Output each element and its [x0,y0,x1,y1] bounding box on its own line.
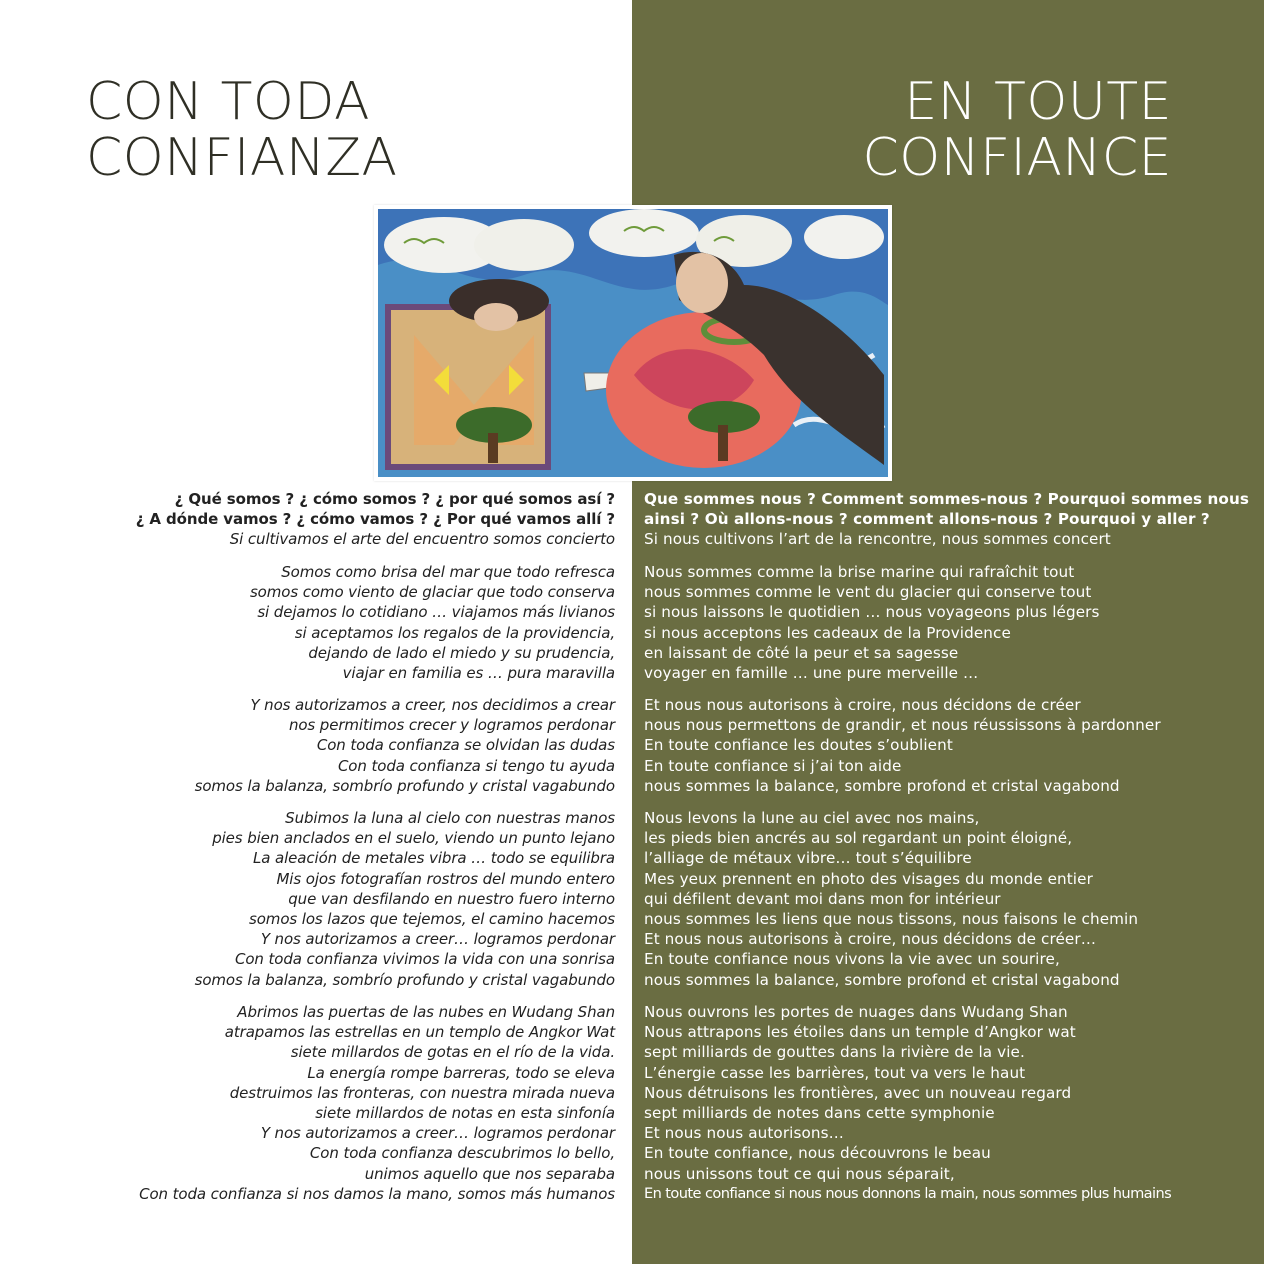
verse-line: nous sommes la balance, sombre profond et cristal vagabond [644,970,1120,989]
intro-spanish-line: Si cultivamos el arte del encuentro somos concierto [229,530,615,549]
verse-line: pies bien anclados en el suelo, viendo un punto lejano [212,829,615,848]
verse-line: Somos como brisa del mar que todo refresca [281,563,615,581]
verse-line: les pieds bien ancrés au sol regardant un point éloigné, [644,829,1073,848]
title-french-line-2: CONFIANCE [862,128,1172,188]
verse-line: L’énergie casse les barrières, tout va vers le haut [644,1063,1026,1082]
intro-spanish-question-1: ¿ Qué somos ? ¿ cómo somos ? ¿ por qué somos así ? [174,490,615,508]
verse-line: si dejamos lo cotidiano … viajamos más livianos [257,603,615,622]
verse-line: voyager en famille … une pure merveille … [644,664,979,683]
verse-line: dejando de lado el miedo y su prudencia, [308,643,615,662]
verse-line: atrapamos las estrellas en un templo de Angkor Wat [224,1023,615,1042]
verse-line: somos como viento de glaciar que todo conserva [249,583,615,602]
verse-line: somos la balanza, sombrío profundo y cristal vagabundo [194,776,615,795]
verse-line: nous sommes comme le vent du glacier qui conserve tout [644,583,1092,602]
verse-line: Con toda confianza se olvidan las dudas [316,736,615,755]
verse-line: Mes yeux prennent en photo des visages du monde entier [644,869,1093,888]
verse-line: Nous ouvrons les portes de nuages dans Wudang Shan [644,1003,1068,1021]
verse-line: siete millardos de gotas en el río de la vida. [290,1043,615,1062]
verse-line: nous sommes les liens que nous tissons, nous faisons le chemin [644,910,1139,929]
verse-line: Con toda confianza descubrimos lo bello, [309,1144,615,1163]
verse-line: destruimos las fronteras, con nuestra mirada nueva [229,1083,615,1102]
verse-line: nos permitimos crecer y logramos perdonar [288,716,615,735]
verse-line: l’alliage de métaux vibre… tout s’équilibre [644,849,972,868]
verse-line: Abrimos las puertas de las nubes en Wudang Shan [237,1003,615,1021]
verse-line: qui défilent devant moi dans mon for intérieur [644,889,1001,908]
verse-line: sept milliards de notes dans cette symphonie [644,1104,995,1123]
verse-line: si nous laissons le quotidien … nous voyageons plus légers [644,603,1100,622]
verse-line: Nous sommes comme la brise marine qui rafraîchit tout [644,563,1075,581]
verse-line: unimos aquello que nos separaba [364,1164,615,1183]
verse-line: viajar en familia es … pura maravilla [342,664,615,683]
verse-line: Con toda confianza si nos damos la mano, somos más humanos [139,1184,615,1203]
stanza-french-2 [644,695,1161,796]
verse-line: si nous acceptons les cadeaux de la Providence [644,623,1011,642]
stanza-spanish-4 [139,1002,615,1204]
verse-line: si aceptamos los regalos de la providencia, [294,623,615,642]
verse-line: Con toda confianza vivimos la vida con una sonrisa [234,950,615,969]
verse-line: Nous attrapons les étoiles dans un temple d’Angkor wat [644,1023,1076,1042]
verse-line: somos la balanza, sombrío profundo y cristal vagabundo [194,970,615,989]
title-french-line-1: EN TOUTE [904,72,1172,132]
title-french [862,74,1172,186]
intro-spanish [136,489,615,550]
verse-line: La energía rompe barreras, todo se eleva [307,1063,615,1082]
stanza-spanish-3 [195,808,615,990]
stanza-spanish-2 [195,695,615,796]
intro-french-line: Si nous cultivons l’art de la rencontre, nous sommes concert [644,530,1111,549]
verse-line: somos los lazos que tejemos, el camino hacemos [249,910,615,929]
verse-line: sept milliards de gouttes dans la rivière de la vie. [644,1043,1025,1062]
painting-illustration [374,205,892,481]
verse-line: En toute confiance nous vivons la vie avec un sourire, [644,950,1060,969]
title-spanish-line-1: CON TODA [86,72,371,132]
verse-line: Y nos autorizamos a creer… logramos perdonar [260,930,615,949]
verse-line: que van desfilando en nuestro fuero interno [288,889,615,908]
intro-french [644,489,1249,550]
intro-spanish-question-2: ¿ A dónde vamos ? ¿ cómo vamos ? ¿ Por qué vamos allí ? [135,510,615,529]
intro-french-question-2: ainsi ? Où allons-nous ? comment allons-nous ? Pourquoi y aller ? [644,510,1210,529]
stanza-french-1 [644,562,1100,683]
intro-french-question-1: Que sommes nous ? Comment sommes-nous ? Pourquoi sommes nous [644,490,1250,508]
painting-icon [374,205,892,481]
verse-line: siete millardos de notas en esta sinfonía [315,1104,615,1123]
verse-line: En toute confiance si j’ai ton aide [644,756,902,775]
verse-line: Mis ojos fotografían rostros del mundo entero [276,869,615,888]
verse-line: Et nous nous autorisons à croire, nous décidons de créer… [644,930,1097,949]
verse-line: Con toda confianza si tengo tu ayuda [337,756,615,775]
verse-line: en laissant de côté la peur et sa sagesse [644,643,959,662]
title-spanish [86,74,398,186]
verse-line: nous sommes la balance, sombre profond et cristal vagabond [644,776,1120,795]
verse-line: Nous détruisons les frontières, avec un nouveau regard [644,1083,1072,1102]
verse-line: nous unissons tout ce qui nous séparait, [644,1164,955,1183]
title-spanish-line-2: CONFIANZA [86,128,398,188]
verse-line: En toute confiance les doutes s’oublient [644,736,953,755]
verse-line: Et nous nous autorisons à croire, nous décidons de créer [644,696,1081,714]
verse-line: Y nos autorizamos a creer, nos decidimos a crear [250,696,615,714]
stanza-french-4 [644,1002,1171,1204]
stanza-spanish-1 [250,562,615,683]
verse-line: nous nous permettons de grandir, et nous réussissons à pardonner [644,716,1161,735]
verse-line: En toute confiance, nous découvrons le beau [644,1144,991,1163]
verse-line: Et nous nous autorisons… [644,1124,844,1143]
verse-line: La aleación de metales vibra … todo se equilibra [252,849,615,868]
verse-line: En toute confiance si nous nous donnons la main, nous sommes plus humains [644,1184,1172,1202]
verse-line: Nous levons la lune au ciel avec nos mains, [644,809,980,827]
verse-line: Y nos autorizamos a creer… logramos perdonar [260,1124,615,1143]
stanza-french-3 [644,808,1138,990]
verse-line: Subimos la luna al cielo con nuestras manos [285,809,615,827]
